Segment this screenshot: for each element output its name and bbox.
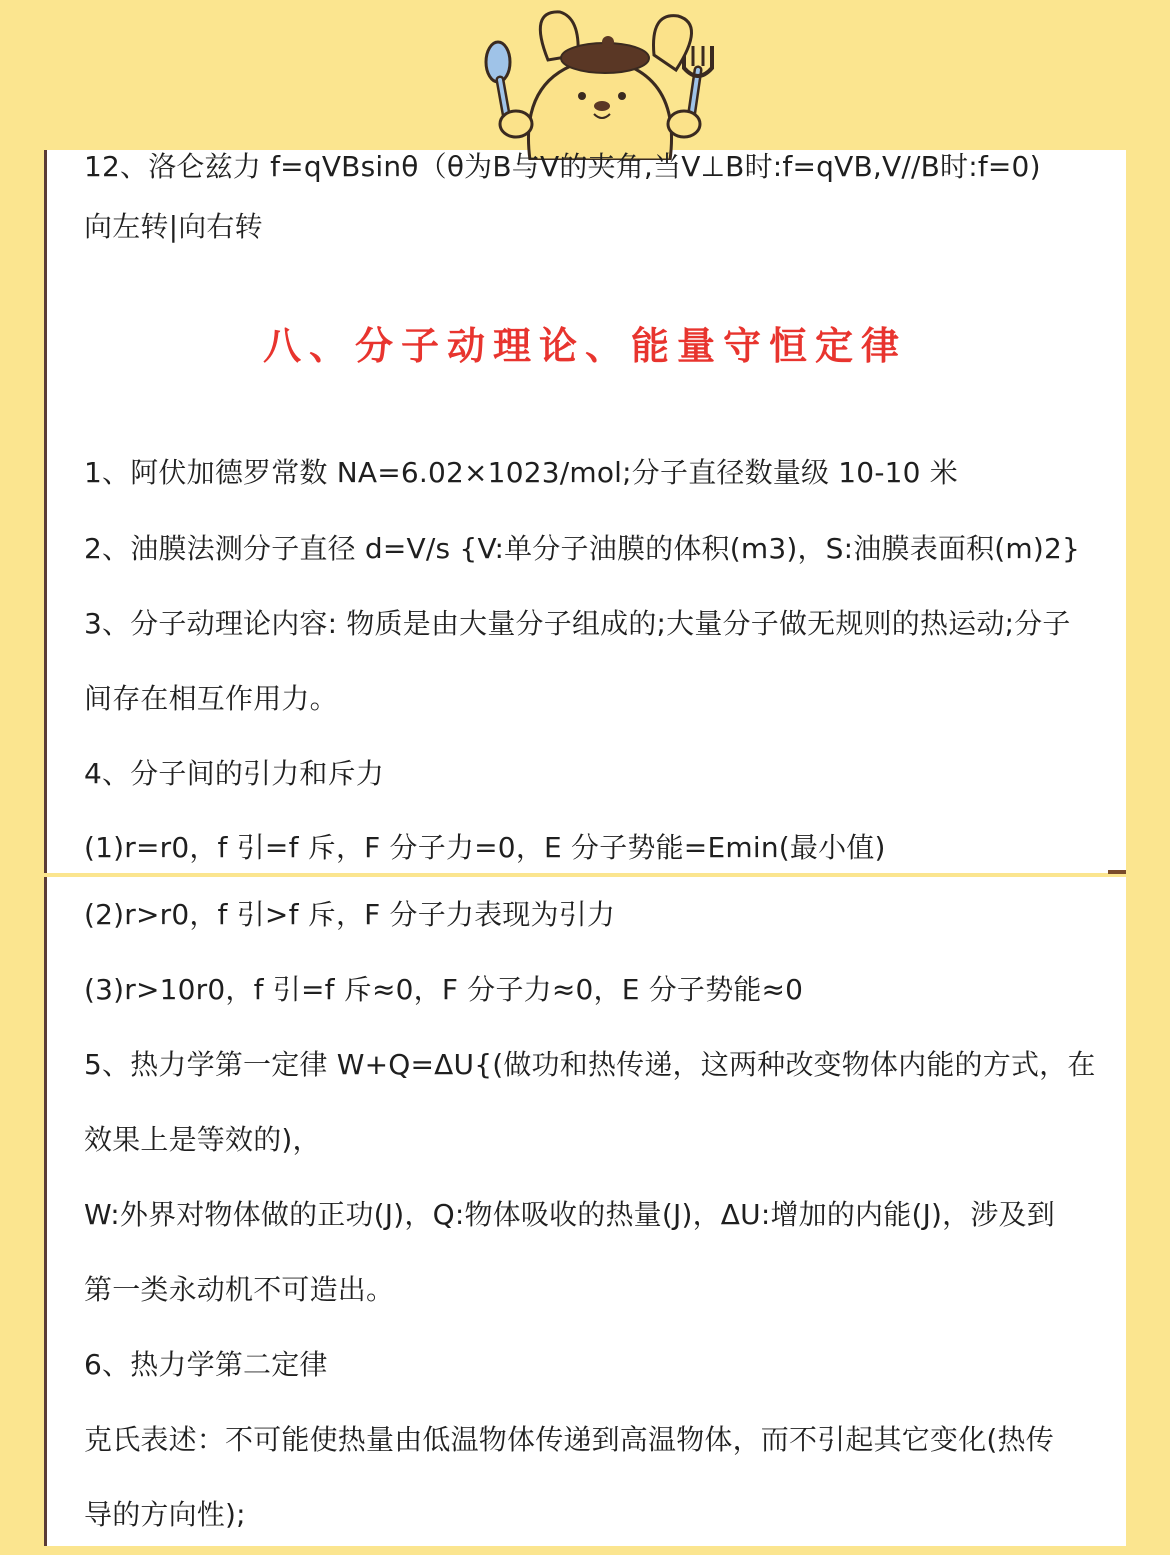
text-line: 5、热力学第一定律 W+Q=ΔU{(做功和热传递，这两种改变物体内能的方式，在 xyxy=(84,1048,1096,1081)
text-line: 4、分子间的引力和斥力 xyxy=(84,757,385,790)
text-line: (3)r>10r0，f 引=f 斥≈0，F 分子力≈0，E 分子势能≈0 xyxy=(84,973,804,1006)
text-line: 向左转|向右转 xyxy=(84,210,263,243)
text-line: 2、油膜法测分子直径 d=V/s {V:单分子油膜的体积(m3)，S:油膜表面积(m)2} xyxy=(84,532,1081,565)
text-line: 6、热力学第二定律 xyxy=(84,1348,328,1381)
text-line: 间存在相互作用力。 xyxy=(84,682,338,715)
section-title: 八、分子动理论、能量守恒定律 xyxy=(262,323,907,368)
text-line: 克氏表述：不可能使热量由低温物体传递到高温物体，而不引起其它变化(热传 xyxy=(84,1423,1054,1456)
text-line: 3、分子动理论内容: 物质是由大量分子组成的;大量分子做无规则的热运动;分子 xyxy=(84,607,1071,640)
text-line: 第一类永动机不可造出。 xyxy=(84,1273,395,1306)
text-line: (2)r>r0，f 引>f 斥，F 分子力表现为引力 xyxy=(84,898,616,931)
text-line: W:外界对物体做的正功(J)，Q:物体吸收的热量(J)，ΔU:增加的内能(J)，涉及到 xyxy=(84,1198,1055,1231)
text-line: 1、阿伏加德罗常数 NA=6.02×1023/mol;分子直径数量级 10-10 米 xyxy=(84,456,958,489)
text-line: 12、洛仑兹力 f=qVBsinθ（θ为B与V的夹角,当V⊥B时:f=qVB,V//B时:f=0) xyxy=(84,150,1041,183)
text-line: 导的方向性); xyxy=(84,1498,246,1531)
pompompurin-with-fork-and-spoon-icon xyxy=(470,0,730,160)
text-line: (1)r=r0，f 引=f 斥，F 分子力=0，E 分子势能=Emin(最小值) xyxy=(84,831,886,864)
text-line: 效果上是等效的)， xyxy=(84,1123,321,1156)
